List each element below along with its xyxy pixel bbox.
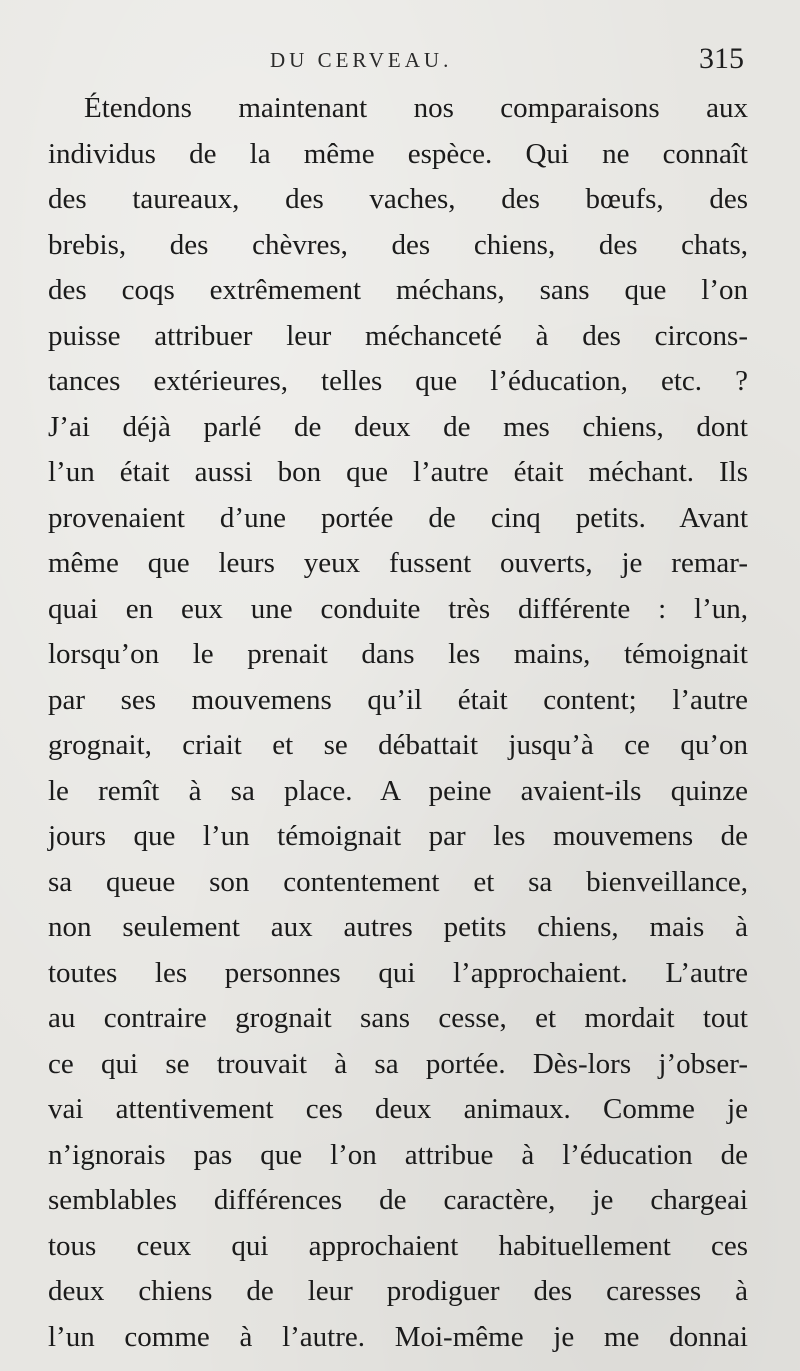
- text-line: l’un comme à l’autre. Moi-même je me donnai: [48, 1320, 748, 1353]
- text-line: puisse attribuer leur méchanceté à des circons-: [48, 319, 748, 352]
- text-line: vai attentivement ces deux animaux. Comme je: [48, 1093, 748, 1125]
- text-line: brebis, des chèvres, des chiens, des chats,: [48, 228, 748, 261]
- text-line: individus de la même espèce. Qui ne connaît: [48, 137, 748, 170]
- text-line: même que leurs yeux fussent ouverts, je remar-: [48, 547, 748, 579]
- running-head: DU CERVEAU.: [270, 48, 453, 72]
- body-text: [48, 86, 748, 1360]
- text-line: tances extérieures, telles que l’éducation, etc. ?: [48, 365, 748, 397]
- text-line: le remît à sa place. A peine avaient-ils quinze: [48, 774, 748, 807]
- text-line: ce qui se trouvait à sa portée. Dès-lors j’obser-: [48, 1047, 748, 1080]
- text-line: n’ignorais pas que l’on attribue à l’éducation de: [48, 1138, 748, 1171]
- text-line: Étendons maintenant nos comparaisons aux: [84, 92, 748, 124]
- text-line: sa queue son contentement et sa bienveillance,: [48, 865, 748, 898]
- page-header: [48, 42, 744, 82]
- text-line: jours que l’un témoignait par les mouvemens de: [48, 820, 748, 852]
- page-number: 315: [699, 42, 744, 75]
- text-line: deux chiens de leur prodiguer des caresses à: [48, 1275, 748, 1307]
- text-line: l’un était aussi bon que l’autre était méchant. Ils: [48, 456, 748, 488]
- text-line: grognait, criait et se débattait jusqu’à ce qu’on: [48, 729, 748, 761]
- text-line: semblables différences de caractère, je chargeai: [48, 1184, 748, 1216]
- text-line: J’ai déjà parlé de deux de mes chiens, dont: [48, 410, 748, 443]
- text-line: par ses mouvemens qu’il était content; l’autre: [48, 683, 748, 716]
- text-line: des taureaux, des vaches, des bœufs, des: [48, 183, 748, 215]
- text-line: des coqs extrêmement méchans, sans que l’on: [48, 274, 748, 306]
- text-line: provenaient d’une portée de cinq petits. Avant: [48, 501, 748, 534]
- text-line: quai en eux une conduite très différente : l’un,: [48, 592, 748, 625]
- text-line: non seulement aux autres petits chiens, mais à: [48, 911, 748, 943]
- text-line: au contraire grognait sans cesse, et mordait tout: [48, 1002, 748, 1034]
- text-line: lorsqu’on le prenait dans les mains, témoignait: [48, 638, 748, 670]
- text-line: toutes les personnes qui l’approchaient. L’autre: [48, 956, 748, 989]
- text-line: tous ceux qui approchaient habituellement ces: [48, 1229, 748, 1262]
